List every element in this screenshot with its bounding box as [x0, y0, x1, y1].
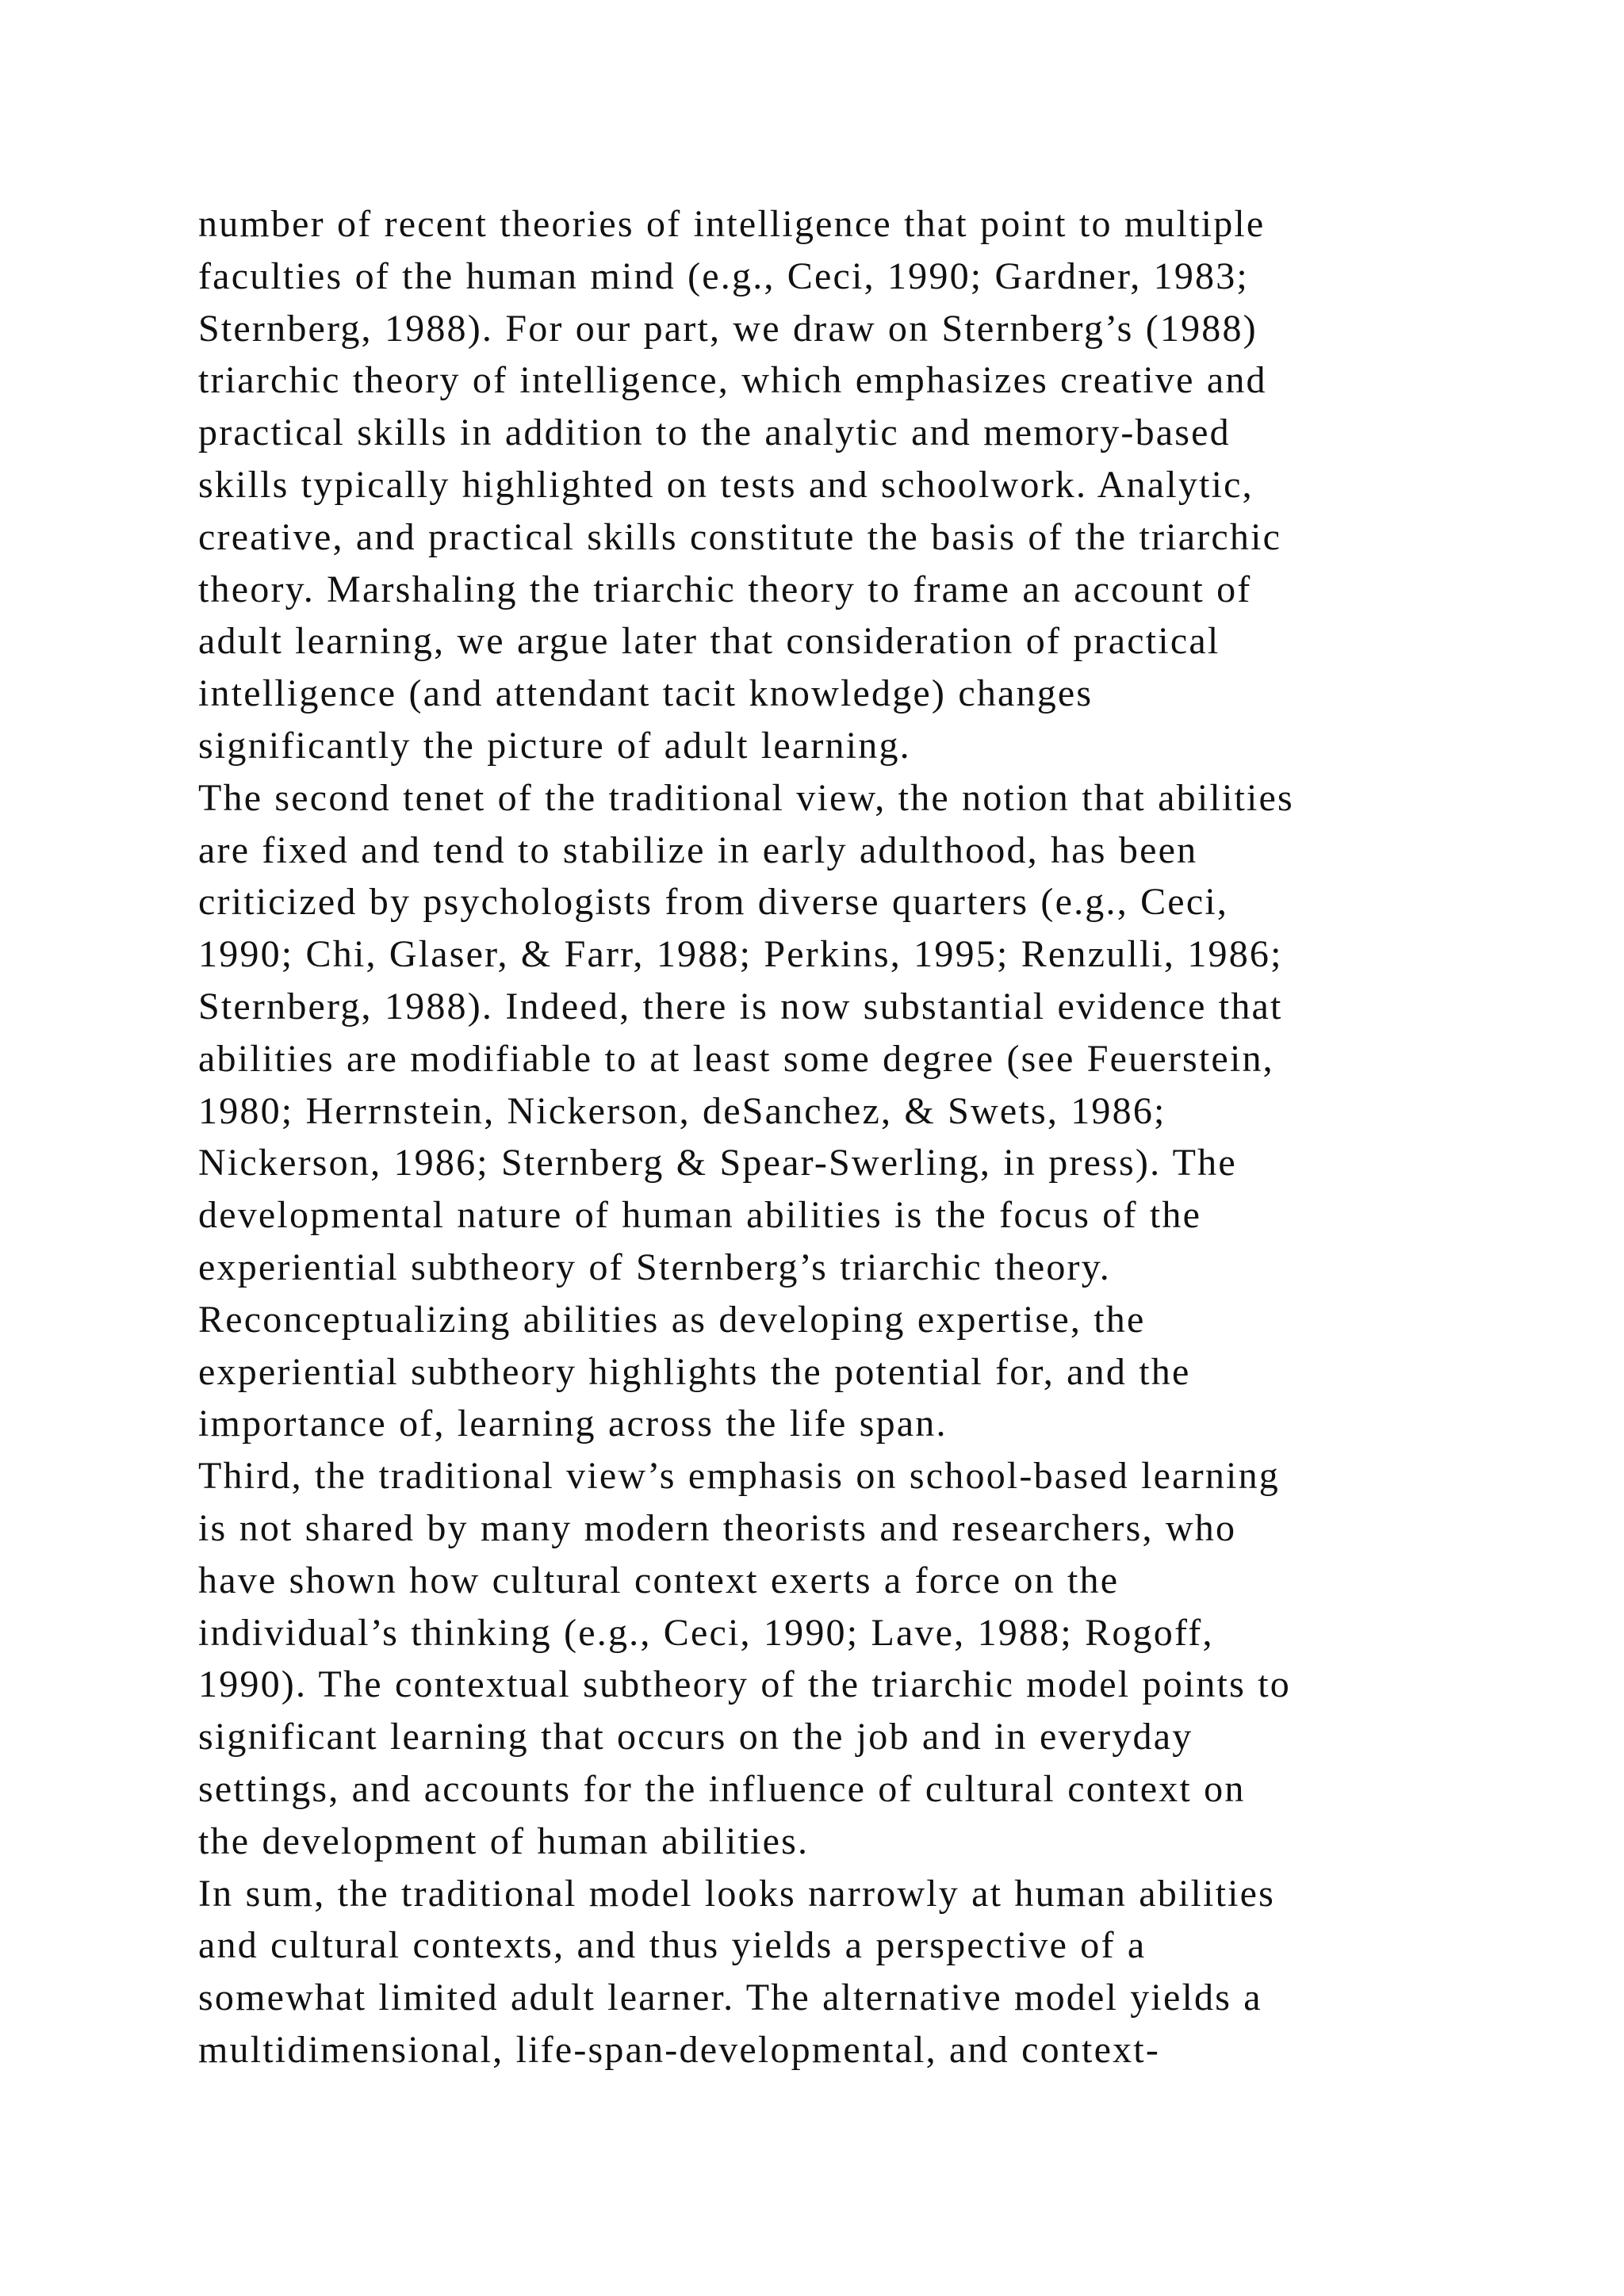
text-line: are fixed and tend to stabilize in early adulthood, has been	[198, 828, 1198, 871]
text-line: the development of human abilities.	[198, 1820, 810, 1862]
text-line: individual’s thinking (e.g., Ceci, 1990; Lave, 1988; Rogoff,	[198, 1611, 1214, 1654]
text-line: developmental nature of human abilities is the focus of the	[198, 1194, 1202, 1237]
text-line: Sternberg, 1988). For our part, we draw on Sternberg’s (1988)	[198, 307, 1258, 350]
text-line: criticized by psychologists from diverse quarters (e.g., Ceci,	[198, 881, 1229, 924]
text-line: is not shared by many modern theorists and researchers, who	[198, 1506, 1237, 1549]
text-line: somewhat limited adult learner. The alternative model yields a	[198, 1976, 1262, 2019]
text-line: importance of, learning across the life span.	[198, 1402, 948, 1445]
text-line: 1990). The contextual subtheory of the triarchic model points to	[198, 1663, 1291, 1706]
text-line: multidimensional, life-span-developmental, and context-	[198, 2028, 1161, 2071]
text-line: Third, the traditional view’s emphasis on school-based learning	[198, 1455, 1280, 1498]
text-line: settings, and accounts for the influence of cultural context on	[198, 1767, 1246, 1810]
body-text	[198, 198, 1499, 2076]
text-line: faculties of the human mind (e.g., Ceci, 1990; Gardner, 1983;	[198, 254, 1249, 297]
text-line: The second tenet of the traditional view, the notion that abilities	[198, 776, 1294, 819]
text-line: significantly the picture of adult learning.	[198, 724, 911, 767]
text-line: and cultural contexts, and thus yields a perspective of a	[198, 1924, 1147, 1967]
text-line: abilities are modifiable to at least some degree (see Feuerstein,	[198, 1037, 1274, 1080]
text-line: Nickerson, 1986; Sternberg & Spear-Swerling, in press). The	[198, 1142, 1237, 1184]
text-line: have shown how cultural context exerts a force on the	[198, 1559, 1120, 1601]
text-line: experiential subtheory highlights the potential for, and the	[198, 1350, 1191, 1393]
text-line: In sum, the traditional model looks narrowly at human abilities	[198, 1872, 1276, 1915]
text-line: adult learning, we argue later that consideration of practical	[198, 620, 1220, 663]
text-line: practical skills in addition to the analytic and memory-based	[198, 411, 1231, 454]
text-line: experiential subtheory of Sternberg’s triarchic theory.	[198, 1246, 1111, 1288]
text-line: Sternberg, 1988). Indeed, there is now substantial evidence that	[198, 985, 1283, 1027]
text-line: significant learning that occurs on the job and in everyday	[198, 1716, 1193, 1758]
text-line: triarchic theory of intelligence, which emphasizes creative and	[198, 359, 1267, 402]
text-line: intelligence (and attendant tacit knowledge) changes	[198, 672, 1094, 715]
text-line: Reconceptualizing abilities as developing expertise, the	[198, 1298, 1146, 1341]
text-line: 1980; Herrnstein, Nickerson, deSanchez, & Swets, 1986;	[198, 1089, 1166, 1132]
text-line: 1990; Chi, Glaser, & Farr, 1988; Perkins, 1995; Renzulli, 1986;	[198, 933, 1283, 976]
text-line: creative, and practical skills constitute the basis of the triarchic	[198, 515, 1282, 558]
text-line: skills typically highlighted on tests and schoolwork. Analytic,	[198, 463, 1254, 506]
text-line: theory. Marshaling the triarchic theory to frame an account of	[198, 568, 1252, 610]
text-line: number of recent theories of intelligence that point to multiple	[198, 203, 1266, 245]
